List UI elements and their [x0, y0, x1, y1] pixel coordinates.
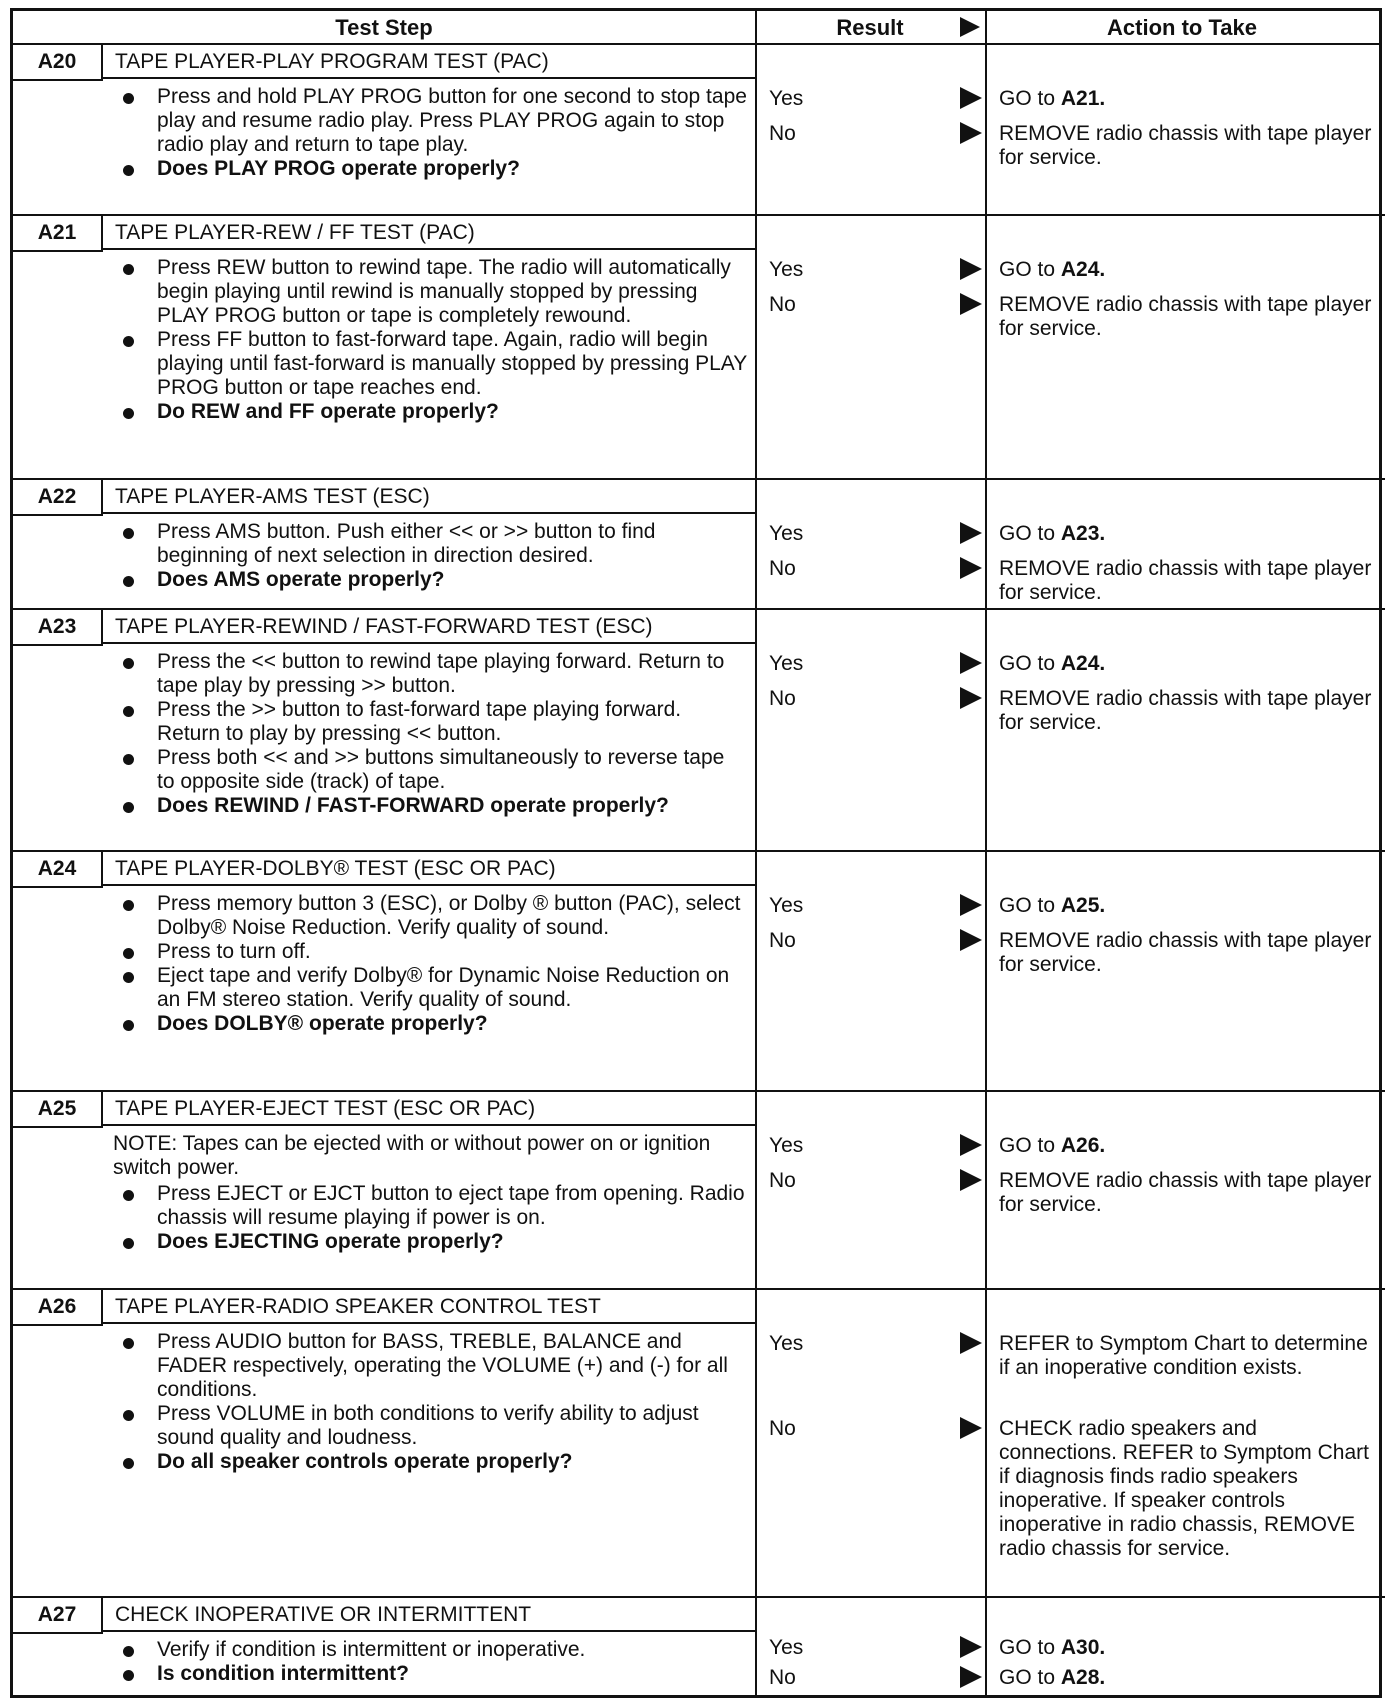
id-divider: [13, 250, 103, 252]
question-item: Does EJECTING operate properly?: [113, 1230, 747, 1254]
result-no: No: [755, 685, 985, 713]
arrow-icon: [960, 929, 982, 951]
question-item: Does AMS operate properly?: [113, 568, 747, 592]
bullet-icon: [123, 1410, 134, 1421]
step-id: A26: [13, 1290, 103, 1324]
step-body: [103, 888, 755, 1036]
step-ref: A25.: [1060, 894, 1106, 917]
result-yes: Yes: [755, 520, 985, 548]
step-a24: [13, 852, 1385, 1090]
action-yes: GO to A21.: [999, 87, 1106, 110]
step-ref: A26.: [1060, 1134, 1106, 1157]
id-divider: [13, 1632, 103, 1634]
action-yes: GO to A23.: [999, 522, 1106, 545]
result-yes: Yes: [755, 256, 985, 284]
bullet-icon: [123, 576, 134, 587]
result-no: No: [755, 291, 985, 319]
action-yes: GO to A25.: [999, 894, 1106, 917]
arrow-icon: [960, 652, 982, 674]
action-yes: GO to A26.: [999, 1134, 1106, 1157]
step-id: A25: [13, 1092, 103, 1126]
header-arrow-icon: [960, 17, 980, 37]
step-body: [103, 646, 755, 818]
action-no: REMOVE radio chassis with tape player for service.: [999, 929, 1372, 976]
id-divider: [13, 886, 103, 888]
instruction-item: Press REW button to rewind tape. The radio will automatically begin playing until rewind is manually stopped by pressing PLAY PROG button or tape is completely rewound.: [113, 256, 747, 328]
step-title: TAPE PLAYER-EJECT TEST (ESC OR PAC): [103, 1092, 755, 1126]
instruction-item: Press VOLUME in both conditions to verify ability to adjust sound quality and loudness.: [113, 1402, 747, 1450]
id-divider: [13, 1126, 103, 1128]
instruction-item: Press and hold PLAY PROG button for one second to stop tape play and resume radio play. Press PLAY PROG again to stop radio play and return to tape play.: [113, 85, 747, 157]
instruction-item: Press AMS button. Push either << or >> button to find beginning of next selection in direction desired.: [113, 520, 747, 568]
arrow-icon: [960, 894, 982, 916]
step-id: A23: [13, 610, 103, 644]
step-title: CHECK INOPERATIVE OR INTERMITTENT: [103, 1598, 755, 1632]
step-body: [103, 1128, 755, 1254]
step-a20: [13, 45, 1385, 214]
arrow-icon: [960, 557, 982, 579]
step-ref: A23.: [1060, 522, 1106, 545]
step-title: TAPE PLAYER-AMS TEST (ESC): [103, 480, 755, 514]
bullet-icon: [123, 336, 134, 347]
arrow-icon: [960, 1332, 982, 1354]
id-divider: [13, 644, 103, 646]
action-no: GO to A28.: [999, 1666, 1106, 1689]
step-ref: A24.: [1060, 258, 1106, 281]
id-divider: [13, 514, 103, 516]
step-body: [103, 81, 755, 181]
action-no: REMOVE radio chassis with tape player for service.: [999, 122, 1372, 169]
note-text: NOTE: Tapes can be ejected with or without power on or ignition switch power.: [113, 1132, 711, 1179]
arrow-icon: [960, 687, 982, 709]
arrow-icon: [960, 122, 982, 144]
result-yes: Yes: [755, 1330, 985, 1358]
step-title: TAPE PLAYER-REWIND / FAST-FORWARD TEST (ESC): [103, 610, 755, 644]
bullet-icon: [123, 754, 134, 765]
result-no: No: [755, 927, 985, 955]
instruction-item: Press memory button 3 (ESC), or Dolby ® button (PAC), select Dolby® Noise Reduction. Verify quality of sound.: [113, 892, 747, 940]
step-ref: A21.: [1060, 87, 1106, 110]
result-yes: Yes: [755, 85, 985, 113]
action-no: REMOVE radio chassis with tape player for service.: [999, 557, 1372, 604]
step-ref: A30.: [1060, 1636, 1106, 1659]
step-id: A27: [13, 1598, 103, 1632]
step-a27: [13, 1598, 1385, 1695]
header-test-step: Test Step: [13, 11, 755, 45]
instruction-item: Press AUDIO button for BASS, TREBLE, BALANCE and FADER respectively, operating the VOLUME (+) and (-) for all conditions.: [113, 1330, 747, 1402]
action-yes: GO to A24.: [999, 652, 1106, 675]
id-divider: [13, 79, 103, 81]
arrow-icon: [960, 1134, 982, 1156]
arrow-icon: [960, 522, 982, 544]
instruction-item: Eject tape and verify Dolby® for Dynamic Noise Reduction on an FM stereo station. Verify quality of sound.: [113, 964, 747, 1012]
step-title: TAPE PLAYER-DOLBY® TEST (ESC OR PAC): [103, 852, 755, 886]
header-result: [755, 11, 985, 45]
action-yes: REFER to Symptom Chart to determine if an inoperative condition exists.: [999, 1332, 1368, 1379]
step-title: TAPE PLAYER-RADIO SPEAKER CONTROL TEST: [103, 1290, 755, 1324]
bullet-icon: [123, 165, 134, 176]
bullet-icon: [123, 1020, 134, 1031]
step-body: [103, 1326, 755, 1474]
bullet-icon: [123, 1338, 134, 1349]
action-no: CHECK radio speakers and connections. REFER to Symptom Chart if diagnosis finds radio speakers inoperative. If speaker controls inoperative in radio chassis, REMOVE radio chassis for service.: [999, 1417, 1369, 1560]
result-yes: Yes: [755, 892, 985, 920]
bullet-icon: [123, 706, 134, 717]
result-yes: Yes: [755, 1634, 985, 1662]
step-a23: [13, 610, 1385, 850]
bullet-icon: [123, 972, 134, 983]
action-no: REMOVE radio chassis with tape player for service.: [999, 293, 1372, 340]
bullet-icon: [123, 93, 134, 104]
header-result-label: Result: [836, 15, 904, 40]
header-action: Action to Take: [985, 11, 1379, 45]
bullet-icon: [123, 408, 134, 419]
step-body: [103, 1634, 755, 1686]
bullet-icon: [123, 1670, 134, 1681]
step-a22: [13, 480, 1385, 608]
action-yes: GO to A24.: [999, 258, 1106, 281]
bullet-icon: [123, 264, 134, 275]
bullet-icon: [123, 948, 134, 959]
result-no: No: [755, 555, 985, 583]
action-no: REMOVE radio chassis with tape player for service.: [999, 687, 1372, 734]
result-no: No: [755, 1664, 985, 1692]
step-body: [103, 516, 755, 592]
bullet-icon: [123, 1458, 134, 1469]
question-item: Does REWIND / FAST-FORWARD operate properly?: [113, 794, 747, 818]
bullet-icon: [123, 528, 134, 539]
step-a25: [13, 1092, 1385, 1288]
step-body: [103, 252, 755, 424]
arrow-icon: [960, 1169, 982, 1191]
instruction-item: Press to turn off.: [113, 940, 747, 964]
step-a21: [13, 216, 1385, 478]
diagnostic-chart: [10, 8, 1382, 1698]
arrow-icon: [960, 1417, 982, 1439]
question-item: Do REW and FF operate properly?: [113, 400, 747, 424]
step-id: A20: [13, 45, 103, 79]
step-ref: A24.: [1060, 652, 1106, 675]
bullet-icon: [123, 1238, 134, 1249]
question-item: Does PLAY PROG operate properly?: [113, 157, 747, 181]
instruction-item: Press the << button to rewind tape playing forward. Return to tape play by pressing >> button.: [113, 650, 747, 698]
step-title: TAPE PLAYER-REW / FF TEST (PAC): [103, 216, 755, 250]
bullet-icon: [123, 1646, 134, 1657]
instruction-item: Press EJECT or EJCT button to eject tape from opening. Radio chassis will resume playing if power is on.: [113, 1182, 747, 1230]
step-title: TAPE PLAYER-PLAY PROGRAM TEST (PAC): [103, 45, 755, 79]
instruction-item: Press both << and >> buttons simultaneously to reverse tape to opposite side (track) of tape.: [113, 746, 747, 794]
question-item: Is condition intermittent?: [113, 1662, 747, 1686]
bullet-icon: [123, 658, 134, 669]
arrow-icon: [960, 258, 982, 280]
step-id: A21: [13, 216, 103, 250]
step-id: A24: [13, 852, 103, 886]
result-yes: Yes: [755, 650, 985, 678]
action-yes: GO to A30.: [999, 1636, 1106, 1659]
question-item: Do all speaker controls operate properly?: [113, 1450, 747, 1474]
step-id: A22: [13, 480, 103, 514]
arrow-icon: [960, 293, 982, 315]
action-no: REMOVE radio chassis with tape player for service.: [999, 1169, 1372, 1216]
id-divider: [13, 1324, 103, 1326]
bullet-icon: [123, 1190, 134, 1201]
result-no: No: [755, 120, 985, 148]
step-a26: [13, 1290, 1385, 1596]
arrow-icon: [960, 1636, 982, 1658]
arrow-icon: [960, 87, 982, 109]
instruction-item: Press FF button to fast-forward tape. Again, radio will begin playing until fast-forward is manually stopped by pressing PLAY PROG button or tape reaches end.: [113, 328, 747, 400]
result-no: No: [755, 1167, 985, 1195]
result-yes: Yes: [755, 1132, 985, 1160]
result-no: No: [755, 1415, 985, 1443]
bullet-icon: [123, 802, 134, 813]
step-ref: A28.: [1060, 1666, 1106, 1689]
question-item: Does DOLBY® operate properly?: [113, 1012, 747, 1036]
arrow-icon: [960, 1666, 982, 1688]
instruction-item: Press the >> button to fast-forward tape playing forward. Return to play by pressing << button.: [113, 698, 747, 746]
bullet-icon: [123, 900, 134, 911]
instruction-item: Verify if condition is intermittent or inoperative.: [113, 1638, 747, 1662]
